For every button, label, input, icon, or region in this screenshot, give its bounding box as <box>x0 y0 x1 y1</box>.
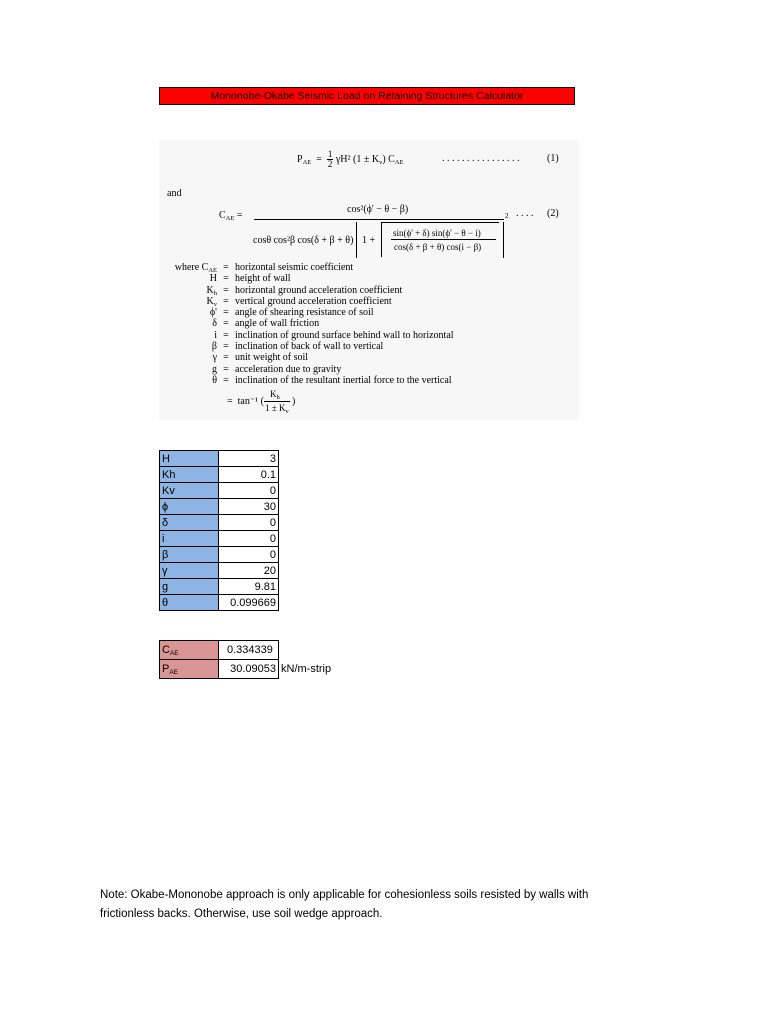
theta-numerator: $K_h$ <box>270 389 280 401</box>
input-label: i <box>160 531 219 547</box>
theta-equation: = tan⁻¹ ( <box>227 396 264 407</box>
input-label: δ <box>160 515 219 531</box>
eq1-lhs: P <box>297 153 303 165</box>
definitions-list <box>167 262 454 386</box>
eq2-denominator-left: cosθ cos²β cos(δ + β + θ) <box>253 235 354 246</box>
input-row-beta <box>160 547 279 563</box>
output-value: 30.09053 <box>219 660 279 679</box>
input-row-kv <box>160 483 279 499</box>
input-label: θ <box>160 595 219 611</box>
eq1-body-sub: v <box>379 158 383 166</box>
input-row-delta <box>160 515 279 531</box>
eq1-lhs-sub: AE <box>302 158 312 166</box>
input-value: 0.099669 <box>219 595 279 611</box>
calculator-title: Mononobe-Okabe Seismic Load on Retaining Structures Calculator <box>159 87 575 105</box>
input-value[interactable]: 20 <box>219 563 279 579</box>
definition-row: $K_h$ = horizontal ground acceleration coefficient <box>206 284 403 297</box>
input-row-phi <box>160 499 279 515</box>
eq2-inner-numerator: sin(ϕ' + δ) sin(ϕ' − θ − i) <box>393 228 481 238</box>
and-label: and <box>167 188 182 199</box>
eq2-lhs: $C_{AE}$ = <box>219 210 243 222</box>
definition-row: $K_v$ = vertical ground acceleration coefficient <box>206 295 392 308</box>
theta-close-paren: ) <box>292 396 296 407</box>
input-value[interactable]: 30 <box>219 499 279 515</box>
eq2-square: 2 <box>505 212 509 220</box>
input-label: γ <box>160 563 219 579</box>
definition-row: γ = unit weight of soil <box>212 352 309 364</box>
eq2-number: (2) <box>547 208 559 219</box>
eq2-inner-denominator: cos(δ + β + θ) cos(i − β) <box>394 242 482 252</box>
output-label: $C_{AE}$ <box>160 641 219 660</box>
input-row-theta <box>160 595 279 611</box>
equation-1: $P_{AE} = 1$ 2 γH² $(1 \pm K_v)$ $C_{AE}$ <box>297 149 404 169</box>
output-row-cae <box>160 641 279 660</box>
input-label: Kv <box>160 483 219 499</box>
definition-row: where $C_{AE}$ = horizontal seismic coefficient <box>174 262 354 274</box>
eq2-numerator: cos²(ϕ' − θ − β) <box>347 204 409 215</box>
output-table <box>159 640 279 679</box>
output-unit: kN/m-strip <box>281 663 332 675</box>
input-value[interactable]: 0 <box>219 483 279 499</box>
definition-row: θ = inclination of the resultant inertial force to the vertical <box>212 374 452 386</box>
eq1-tail: ) C <box>382 153 395 165</box>
definition-row: i = inclination of ground surface behind wall to horizontal <box>214 329 454 341</box>
definition-row: g = acceleration due to gravity <box>212 363 342 375</box>
input-value[interactable]: 0 <box>219 531 279 547</box>
definition-row: β = inclination of back of wall to vertical <box>211 341 384 353</box>
input-row-i <box>160 531 279 547</box>
theta-bar <box>264 401 290 402</box>
input-label: g <box>160 579 219 595</box>
eq2-one-plus: 1 + <box>362 235 376 246</box>
output-row-pae <box>160 660 279 679</box>
input-value[interactable]: 0.1 <box>219 467 279 483</box>
input-label: Kh <box>160 467 219 483</box>
output-value: 0.334339 <box>219 641 279 660</box>
eq1-tail-sub: AE <box>394 158 404 166</box>
input-row-gamma <box>160 563 279 579</box>
input-row-kh <box>160 467 279 483</box>
eq1-half-fraction: 1 2 <box>327 149 333 169</box>
formula-image <box>159 140 579 420</box>
output-label: $P_{AE}$ <box>160 660 219 679</box>
input-value[interactable]: 3 <box>219 451 279 467</box>
eq1-number: (1) <box>547 153 559 164</box>
footnote: Note: Okabe-Mononobe approach is only applicable for cohesionless soils resisted by walls with frictionless backs. Otherwise, use soil wedge approach. <box>100 889 589 920</box>
input-value[interactable]: 0 <box>219 515 279 531</box>
input-row-h <box>160 451 279 467</box>
input-row-g <box>160 579 279 595</box>
eq2-dots: . . . . <box>516 208 534 219</box>
input-value[interactable]: 9.81 <box>219 579 279 595</box>
theta-denominator: $1 \pm K_v$ <box>265 403 289 415</box>
eq2-inner-bar <box>391 239 496 240</box>
eq1-dots: . . . . . . . . . . . . . . . . <box>442 153 520 164</box>
input-table <box>159 450 279 611</box>
input-label: H <box>160 451 219 467</box>
definition-row: ϕ' = angle of shearing resistance of soil <box>209 307 374 319</box>
eq1-body: γH² (1 ± K <box>335 153 380 165</box>
input-label: ϕ <box>160 499 219 515</box>
input-value[interactable]: 0 <box>219 547 279 563</box>
input-label: β <box>160 547 219 563</box>
eq2-fraction-bar <box>254 219 504 220</box>
definition-row: H = height of wall <box>209 273 291 285</box>
definition-row: δ = angle of wall friction <box>212 318 320 330</box>
